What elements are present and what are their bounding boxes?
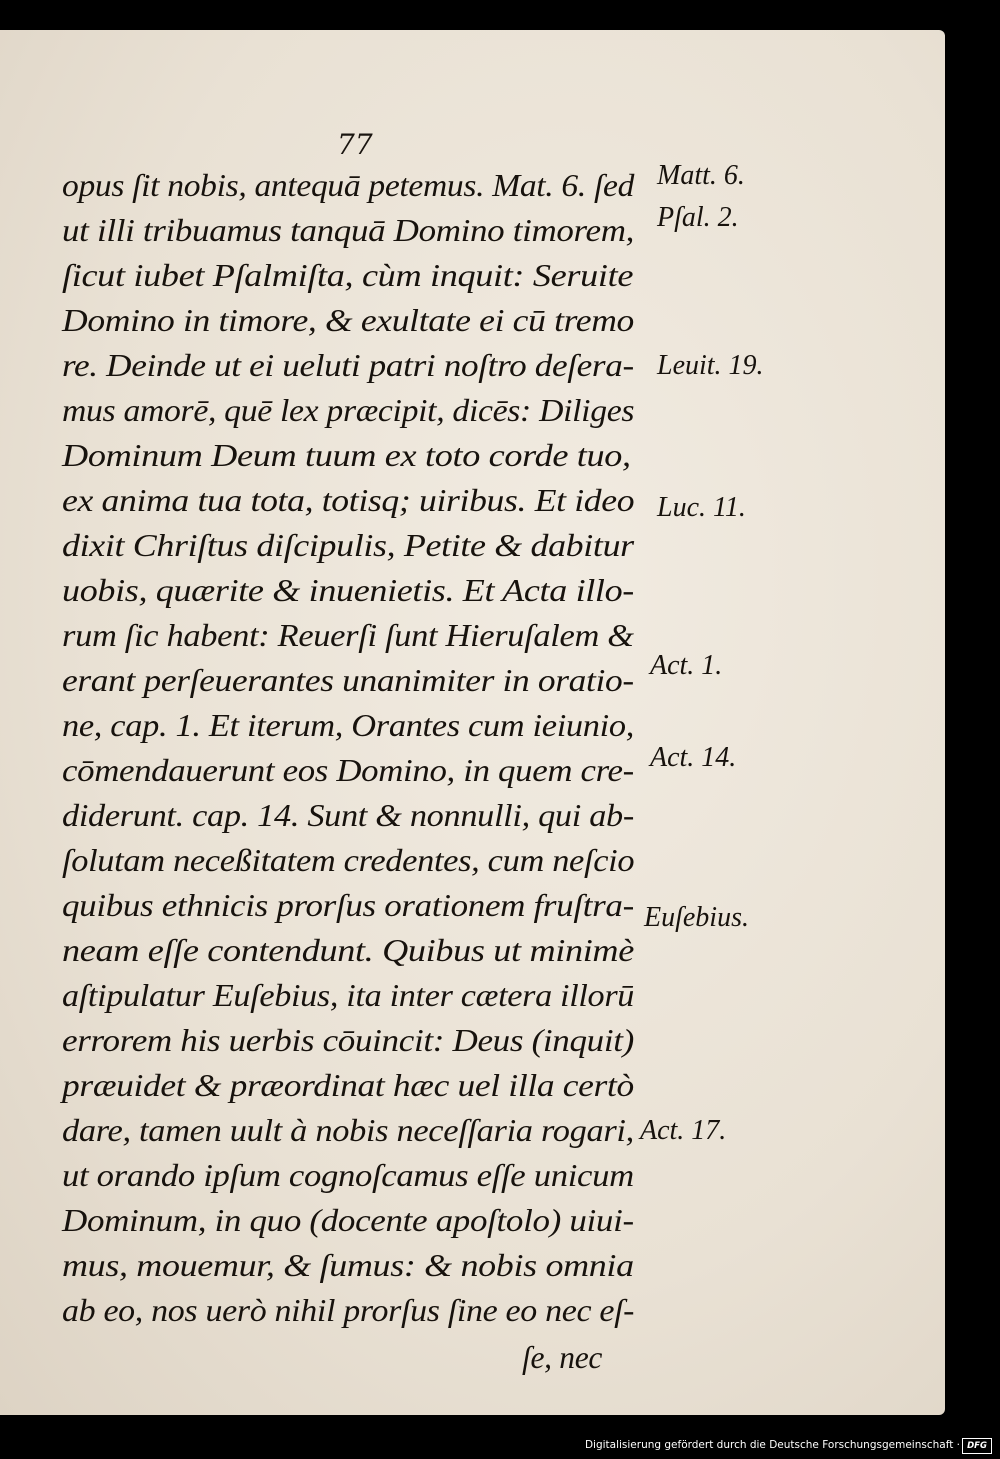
text-line: præuidet & præordinat hæc uel illa certò: [62, 1068, 634, 1103]
text-line: uobis, quærite & inuenietis. Et Acta illo-: [62, 573, 634, 608]
text-line: errorem his uerbis cōuincit: Deus (inquit): [62, 1023, 634, 1058]
text-line: mus amorē, quē lex præcipit, dicēs: Diliges: [62, 393, 635, 428]
footer-bar: [0, 1435, 1000, 1459]
page-number: 77: [337, 128, 373, 161]
margin-note: Act. 14.: [650, 742, 737, 773]
text-line: opus ſit nobis, antequā petemus. Mat. 6. ſed: [62, 168, 635, 203]
text-line: ſicut iubet Pſalmiſta, cùm inquit: Seruite: [62, 258, 634, 293]
book-page: [0, 30, 945, 1415]
funding-credit: Digitalisierung gefördert durch die Deutsche Forschungsgemeinschaft ·: [584, 1439, 960, 1451]
margin-note: Matt. 6.: [657, 160, 745, 191]
text-line: neam eſſe contendunt. Quibus ut minimè: [62, 933, 634, 968]
margin-note: Euſebius.: [644, 902, 749, 933]
text-line: diderunt. cap. 14. Sunt & nonnulli, qui ab-: [62, 798, 634, 833]
text-line: rum ſic habent: Reuerſi ſunt Hieruſalem &: [62, 618, 634, 653]
text-line: Dominum Deum tuum ex toto corde tuo,: [62, 438, 631, 473]
text-line: ab eo, nos uerò nihil prorſus ſine eo nec eſ-: [62, 1293, 635, 1328]
text-line: cōmendauerunt eos Domino, in quem cre-: [62, 753, 634, 788]
margin-note: Luc. 11.: [657, 492, 746, 523]
text-line: erant perſeuerantes unanimiter in oratio-: [62, 663, 634, 698]
text-line: ſolutam neceßitatem credentes, cum neſcio: [62, 843, 635, 878]
text-line: Domino in timore, & exultate ei cū tremo: [62, 303, 634, 338]
text-line: ut illi tribuamus tanquā Domino timorem,: [62, 213, 635, 248]
text-line: ut orando ipſum cognoſcamus eſſe unicum: [62, 1158, 634, 1193]
text-line: dare, tamen uult à nobis neceſſaria rogari,: [62, 1113, 634, 1148]
margin-note: Leuit. 19.: [657, 350, 764, 381]
text-line: quibus ethnicis prorſus orationem fruſtra-: [62, 888, 634, 923]
text-line: Dominum, in quo (docente apoſtolo) uiui-: [62, 1203, 634, 1238]
catchword: ſe, nec: [522, 1340, 603, 1375]
text-line: dixit Chriſtus diſcipulis, Petite & dabitur: [62, 528, 634, 563]
text-line: re. Deinde ut ei ueluti patri noſtro deſera-: [62, 348, 634, 383]
text-line: ex anima tua tota, totisq; uiribus. Et ideo: [62, 483, 635, 518]
text-line: aſtipulatur Euſebius, ita inter cætera illorū: [62, 978, 635, 1013]
margin-note: Act. 17.: [640, 1115, 727, 1146]
margin-note: Pſal. 2.: [657, 202, 739, 233]
dfg-logo-icon: DFG: [962, 1438, 992, 1454]
margin-note: Act. 1.: [650, 650, 723, 681]
text-line: ne, cap. 1. Et iterum, Orantes cum ieiunio,: [62, 708, 634, 743]
text-line: mus, mouemur, & ſumus: & nobis omnia: [62, 1248, 634, 1283]
